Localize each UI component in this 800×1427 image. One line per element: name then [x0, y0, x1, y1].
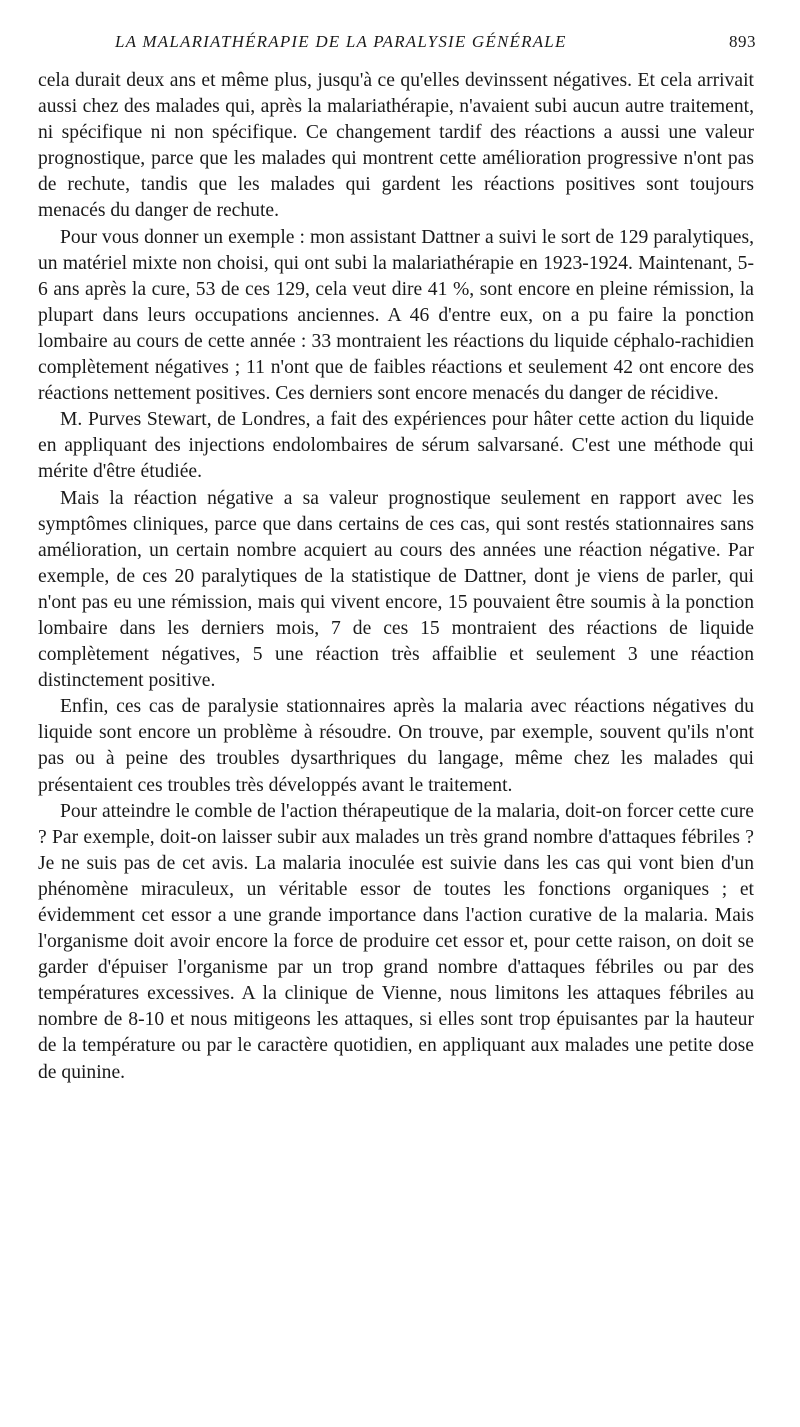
text-body: [38, 68, 754, 1086]
paragraph-purves-stewart: M. Purves Stewart, de Londres, a fait des expériences pour hâter cette action du liquide en appliquant des injections endolombaires de sérum salvarsané. C'est une méthode qui mérite d'être étudiée.: [38, 409, 754, 483]
page-number: 893: [729, 32, 756, 51]
running-head: [40, 32, 756, 56]
paragraph-stationary-cases: Enfin, ces cas de paralysie stationnaires après la malaria avec réactions négatives du liquide sont encore un problème à résoudre. On trouve, par exemple, souvent qu'ils n'ont pas ou à peine des troubles dysarthriques du langage, même chez les malades qui présentaient ces troubles très développés avant le traitement.: [38, 696, 754, 796]
paragraph-dattner-example: Pour vous donner un exemple : mon assistant Dattner a suivi le sort de 129 paralytiques, un matériel mixte non choisi, qui ont subi la malariathérapie en 1923-1924. Maintenant, 5-6 ans après la cure, 53 de ces 129, cela veut dire 41 %, sont encore en pleine rémission, la plupart dans leurs occupations anciennes. A 46 d'entre eux, on a pu faire la ponction lombaire au cours de cette année : 33 montraient les réactions du liquide céphalo-rachidien complètement négatives ; 11 n'ont que de faibles réactions et seulement 42 ont encore des réactions nettement positives. Ces derniers sont encore menacés du danger de récidive.: [38, 226, 754, 405]
paragraph-continuation: cela durait deux ans et même plus, jusqu'à ce qu'elles devinssent négatives. Et cela arrivait aussi chez des malades qui, après la malariathérapie, n'avaient subi aucun autre traitement, ni spécifique ni non spécifique. Ce changement tardif des réactions a aussi une valeur prognostique, parce que les malades qui montrent cette amélioration progressive n'ont pas de rechute, tandis que les malades qui gardent les réactions positives sont toujours menacés du danger de rechute.: [38, 70, 754, 222]
running-title: LA MALARIATHÉRAPIE DE LA PARALYSIE GÉNÉRALE: [115, 32, 567, 51]
paragraph-therapeutic-action: Pour atteindre le comble de l'action thérapeutique de la malaria, doit-on forcer cette cure ? Par exemple, doit-on laisser subir aux malades un très grand nombre d'attaques fébriles ? Je ne suis pas de cet avis. La malaria inoculée est suivie dans les cas qui vont bien d'un phénomène miraculeux, un véritable essor de toutes les fonctions organiques ; et évidemment cet essor a une grande importance dans l'action curative de la malaria. Mais l'organisme doit avoir encore la force de produire cet essor et, pour cette raison, on doit se garder d'épuiser l'organisme par un trop grand nombre d'attaques fébriles ou par des températures excessives. A la clinique de Vienne, nous limitons les attaques fébriles au nombre de 8-10 et nous mitigeons les attaques, si elles sont trop épuisantes par la hauteur de la température ou par le caractère quotidien, en appliquant aux malades une petite dose de quinine.: [38, 800, 754, 1083]
paragraph-negative-reaction: Mais la réaction négative a sa valeur prognostique seulement en rapport avec les symptômes cliniques, parce que dans certains de ces cas, qui sont restés stationnaires sans amélioration, un certain nombre acquiert au cours des années une réaction négative. Par exemple, de ces 20 paralytiques de la statistique de Dattner, dont je viens de parler, qui n'ont pas eu une rémission, mais qui vivent encore, 15 pouvaient être soumis à la ponction lombaire dans les derniers mois, 7 de ces 15 montraient des réactions de liquide complètement négatives, 5 une réaction très affaiblie et seulement 3 une réaction distinctement positive.: [38, 487, 754, 692]
